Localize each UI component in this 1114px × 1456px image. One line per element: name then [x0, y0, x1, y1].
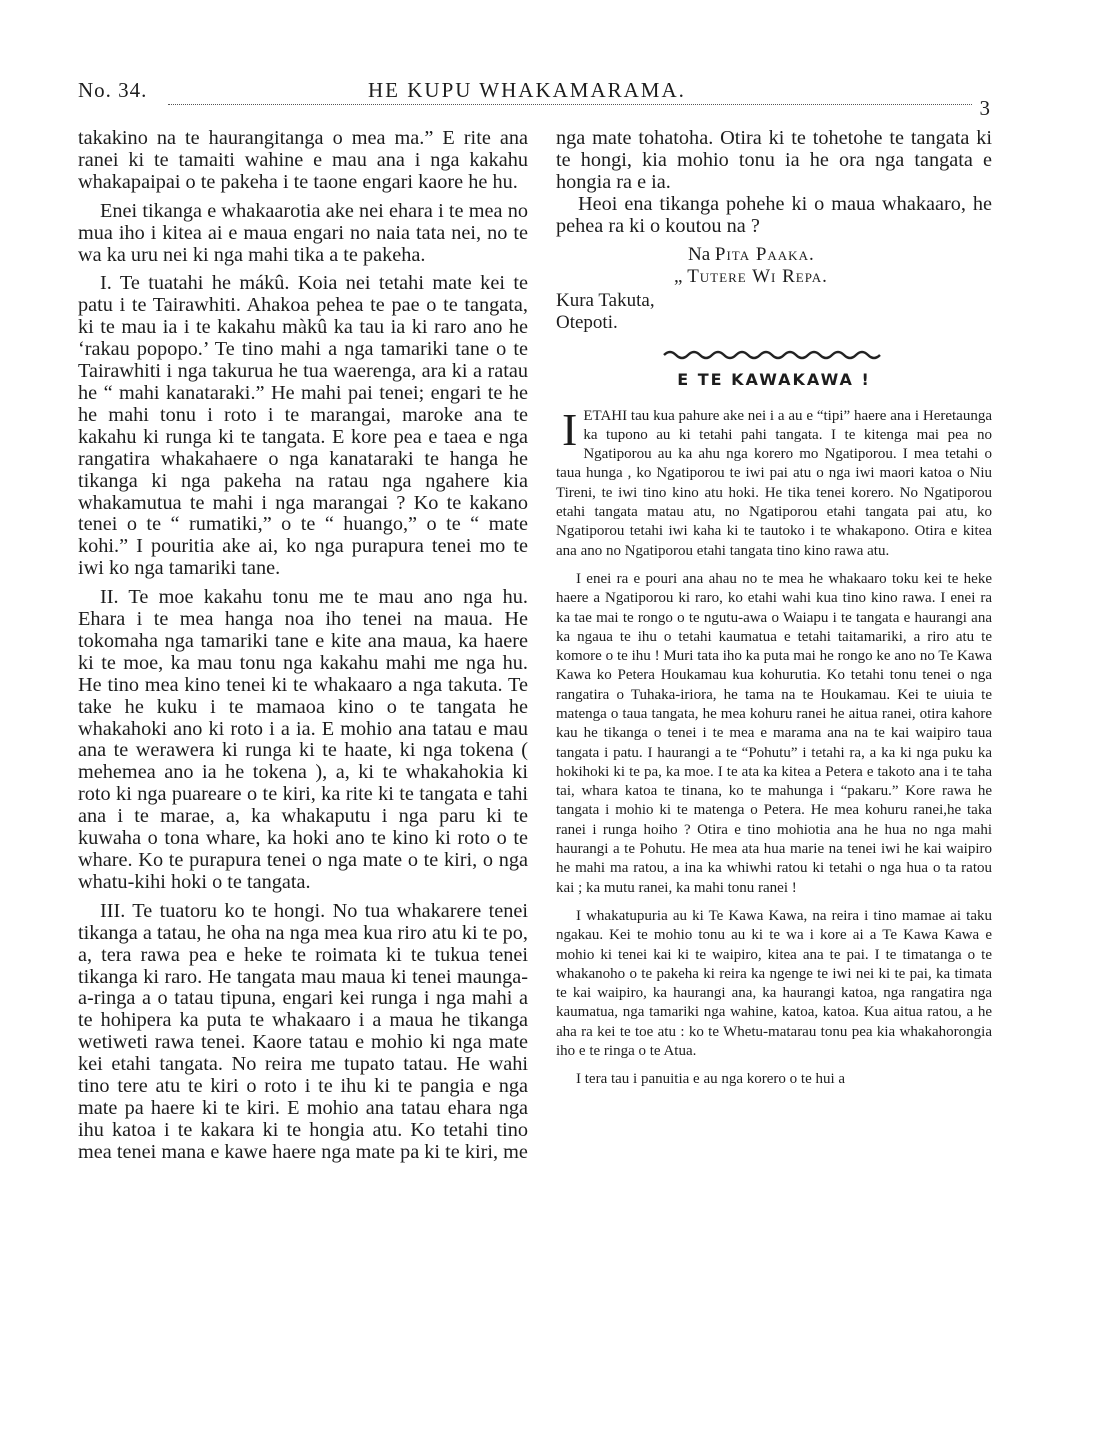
paragraph: I. Te tuatahi he mákû. Koia nei tetahi mate kei te patu i te Tairawhiti. Ahakoa pehea te pae o te tangata, ki te mau ia i te kakahu màkû ka tau ia ki raro ano he ‘rakau popopo.’ Te tino mahi a nga tamariki tane o te Tairawhiti i nga takurua he tua waerenga, ara ki a ratau he “ mahi kanataraki.” He mahi pai tenei; engari te he he mahi tonu i roto i te marangai, maroke ana te kakahu ki runga ki te tangata. E kore pea e taea e nga rangatira whakahaere o nga kanataraki te hanga he tikanga ki nga pakeha na ratau nga ngahere kia whakamutua te mahi i nga marangai ? Ko te kakano tenei o te “ rumatiki,” o te “ huango,” o te “ mate kohi.” I pouritia ake ai, ko nga purapura tenei mo te iwi ko nga tamariki tane.	[78, 272, 528, 580]
paragraph: I enei ra e pouri ana ahau no te mea he whakaaro toku kei te heke haere a Ngatiporou ki raro, ko etahi wahi kua tino kino rawa. I enei ra ka tae mai te rongo o te ngutu-awa o Waiapu i te tangata e haurangi ana ka ngaua te ihu o tetahi kaumatua e tetahi taitamariki, a riro atu te komore o te ihu ! Muri tata iho ka puta mai he rongo ke ano no Te Kawa Kawa ko Petera Houkamau kua kohurutia. Ko tetahi tonu tenei o nga rangatira o Tuhaka-iriora, he tama na te Houkamau. Kei te uiuia te matenga o taua tangata, he mea kohuru ranei he aitua ranei, otira kahore kau he tikanga o tenei i te mea e marama ana na te kai waipiro taua tangata i patu. I haurangi a te “Pohutu” i tetahi ra, a ka ki nga puku ka hokihoki ki te pa, ka moe. I te ata ka kitea a Petera e takoto ana i te taha tai, whara katoa te tinana, ko te mahunga i “pakaru.” Kore rawa he tangata i mohio ki te matenga o Petera. He mea kohuru ranei,he taka ranei i runga hoiho ? Otira e tino mohiotia ana he hua no nga mahi haurangi a te Pohutu. He mea ata hua marie na tenei iwi he kai waipiro he mahi ma ratou, a ina ka whiwhi ratou ki tetahi o nga hua o ta ratou kai ; ka mutu ranei, ka mahi tonu ranei !	[556, 570, 992, 896]
paragraph: nga mate tohatoha. Otira ki te tohetohe te tangata ki te hongi, kia mohio tonu ia he ora nga tangata e hongia ra e ia.	[556, 127, 992, 193]
signature-name: Tutere Wi Repa.	[687, 265, 828, 287]
left-column	[78, 128, 528, 1164]
place-line: Kura Takuta,	[556, 289, 655, 311]
signature-prefix: „	[674, 265, 683, 287]
issue-number: No. 34.	[78, 78, 148, 102]
page-header	[78, 78, 990, 120]
header-rule	[168, 104, 972, 105]
paragraph-text: ETAHI tau kua pahure ake nei i a au e “tipi” haere ana i Heretaunga ka tupono au ki tetahi pahi tangata. I te kitenga mai pea no Ngatiporou au ka ahu nga korero mo Ngatiporou. I mea tetahi o taua hunga , ko Ngatiporou te iwi pai atu o nga iwi maori katoa o Niu Tireni, te iwi tino kino atu hoki. He tika tenei korero. No Ngatiporou etahi tangata matau atu, no Ngatiporou etahi tangata pai atu, ko Ngatiporou tetahi iwi kaha ki te tautoko i te whakapono. Otira e kitea ana ano no Ngatiporou etahi tangata tino kino rawa atu.	[556, 407, 992, 559]
paragraph: II. Te moe kakahu tonu me te mau ano nga hu. Ehara i te mea hanga noa iho tenei na maua. He tokomaha nga tamariki tane e kite ana maua, ka haere ki te moe, ka mau tonu nga kakahu mahi me nga hu. He tino mea kino tenei ki te whakaaro a nga takuta. Te take he kuku i te mamaoa kino o te tangata he whakahoki ano ki roto i a ia. E mohio ana tatau e mau ana te werawera ki runga ki te haate, ki nga tokena ( mehemea ano ia he tokena ), a, ki te whakahokia ki roto ki nga puareare o te kiri, ka rite ki te tangata e tahi ana i te marae, a, ka whakaputu i nga paru ki te kuwaha o tona whare, ka hoki ano te kino ki roto o te whare. Ko te purapura tenei o nga mate o te kiri, o nga whatu-kihi hoki o te tangata.	[78, 586, 528, 893]
paragraph: III. Te tuatoru ko te hongi. No tua whakarere tenei tikanga a tatau, he oha na nga mea kua riro atu ki te po, a, tera rawa pea e heke te roimata ki te tukua tenei tikanga ki raro. He tangata mau maua ki tenei maunga-a-ringa a o tatau tipuna, engari kei runga i nga mahi a te hohipera ka puta te whakaaro i a maua he tikanga wetiweti rawa tenei. Kaore tatau e mohio ki nga mate kei etahi tangata. No reira me tupato tatau. He wahi tino tere atu te kiri o roto i te ihu ki te pangia e nga mate pa haere ki te kiri. E mohio ana tatau ehara nga ihu katoa i te kakara ki te hongia atu. Ko tetahi tino mea tenei mana e kawe haere nga mate pa ki te kiri, me	[78, 899, 528, 1163]
paragraph: I whakatupuria au ki Te Kawa Kawa, na reira i tino mamae ai taku ngakau. Kei te mohio tonu au ki te wa i kore ai a Te Kawa Kawa e mohio ki tenei kai ki te waipiro, kitea ana te pai. I te timatanga o te whakanoho o te pakeha ki reira ka ngenge te iwi nei ki te pai, ka timata te kai waipiro, ka haurangi ana, ka haurangi katoa, nga rangatira nga kaumatua, nga tamariki nga wahine, katoa, katoa. Kua aitua ratou, a he aha ra kei te toe atu : ko te Whetu-matarau tonu pea kia whakahorongia iho e te ringa o te Atua.	[556, 907, 992, 1060]
signature-line	[556, 244, 992, 266]
page-number: 3	[979, 96, 990, 120]
paragraph: Heoi ena tikanga pohehe ki o maua whakaaro, he pehea ra ki o koutou na ?	[556, 192, 992, 237]
paragraph: Enei tikanga e whakaarotia ake nei ehara i te mea no mua iho i kitea ai e maua engari no naia tata nei, no te wa ka uru nei ki nga mahi tika a te pakeha.	[78, 199, 528, 266]
right-column	[556, 128, 992, 1090]
signature-line	[556, 266, 992, 288]
paragraph: I tera tau i panuitia e au nga korero o te hui a	[576, 1071, 846, 1088]
signature-prefix: Na	[688, 243, 711, 265]
publication-title: HE KUPU WHAKAMARAMA.	[368, 78, 686, 102]
drop-cap: I	[562, 403, 578, 455]
signature-name: Pita Paaka.	[714, 243, 815, 265]
paragraph: takakino na te haurangitanga o mea ma.” E rite ana ranei ki te tamaiti wahine e mau ana i nga kakahu whakapaipai o te pakeha i te taone engari kaore he hu.	[78, 127, 528, 193]
wavy-divider-ornament	[662, 348, 882, 362]
article-title: E TE KAWAKAWA !	[677, 369, 871, 389]
article-first-paragraph	[556, 403, 992, 561]
signature-block	[556, 244, 992, 288]
place-line: Otepoti.	[556, 311, 618, 333]
place-block	[556, 290, 992, 334]
